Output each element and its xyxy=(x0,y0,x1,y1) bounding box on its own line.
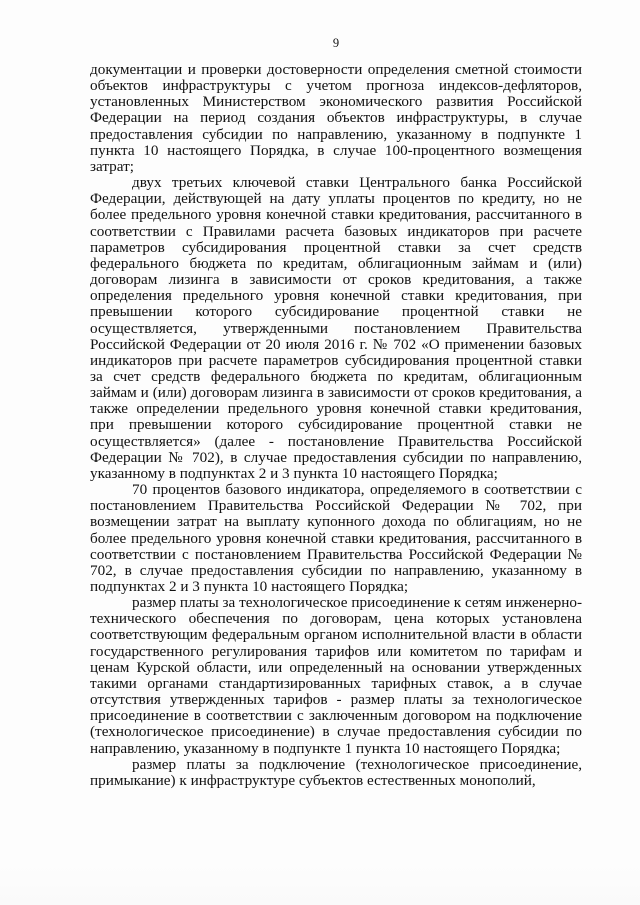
paragraph-3: 70 процентов базового индикатора, определяемого в соответствии с постановлением Правительства Российской Федерации № 702, при возмещении затрат на выплату купонного дохода по облигациям, но не более предельного уровня конечной ставки кредитования, рассчитанного в соответствии с постановлением Правительства Российской Федерации № 702, в случае предоставления субсидии по направлению, указанному в подпунктах 2 и 3 пункта 10 настоящего Порядка; xyxy=(90,481,582,595)
paragraph-2: двух третьих ключевой ставки Центрального банка Российской Федерации, действующей на дату уплаты процентов по кредиту, но не более предельного уровня конечной ставки кредитования, рассчитанного в соответствии с Правилами расчета базовых индикаторов при расчете параметров субсидирования процентной ставки за счет средств федерального бюджета по кредитам, облигационным займам и (или) договорам лизинга в зависимости от сроков кредитования, а также определения предельного уровня конечной ставки кредитования, при превышении которого субсидирование процентной ставки не осуществляется, утвержденными постановлением Правительства Российской Федерации от 20 июля 2016 г. № 702 «О применении базовых индикаторов при расчете параметров субсидирования процентной ставки за счет средств федерального бюджета по кредитам, облигационным займам и (или) договорам лизинга в зависимости от сроков кредитования, а также определении предельного уровня конечной ставки кредитования, при превышении которого субсидирование процентной ставки не осуществляется» (далее - постановление Правительства Российской Федерации № 702), в случае предоставления субсидии по направлению, указанному в подпунктах 2 и 3 пункта 10 настоящего Порядка; xyxy=(90,174,582,482)
paragraph-5: размер платы за подключение (технологическое присоединение, примыкание) к инфраструктуре субъектов естественных монополий, xyxy=(90,755,582,789)
document-body xyxy=(90,62,582,789)
paragraph-4: размер платы за технологическое присоединение к сетям инженерно-технического обеспечения по договорам, цена которых установлена соответствующим федеральным органом исполнительной власти в области государственного регулирования тарифов или комитетом по тарифам и ценам Курской области, или определенный на основании утвержденных такими органами стандартизированных тарифных ставок, а в случае отсутствия утвержденных тарифов - размер платы за технологическое присоединение в соответствии с заключенным договором на подключение (технологическое присоединение) в случае предоставления субсидии по направлению, указанному в подпункте 1 пункта 10 настоящего Порядка; xyxy=(90,594,582,757)
page-number: 9 xyxy=(332,36,340,50)
scan-bottom-edge xyxy=(0,865,640,905)
paragraph-1: документации и проверки достоверности определения сметной стоимости объектов инфраструктуры с учетом прогноза индексов-дефляторов, установленных Министерством экономического развития Российской Федерации на период создания объектов инфраструктуры, в случае предоставления субсидии по направлению, указанному в подпункте 1 пункта 10 настоящего Порядка, в случае 100-процентного возмещения затрат; xyxy=(90,61,582,175)
